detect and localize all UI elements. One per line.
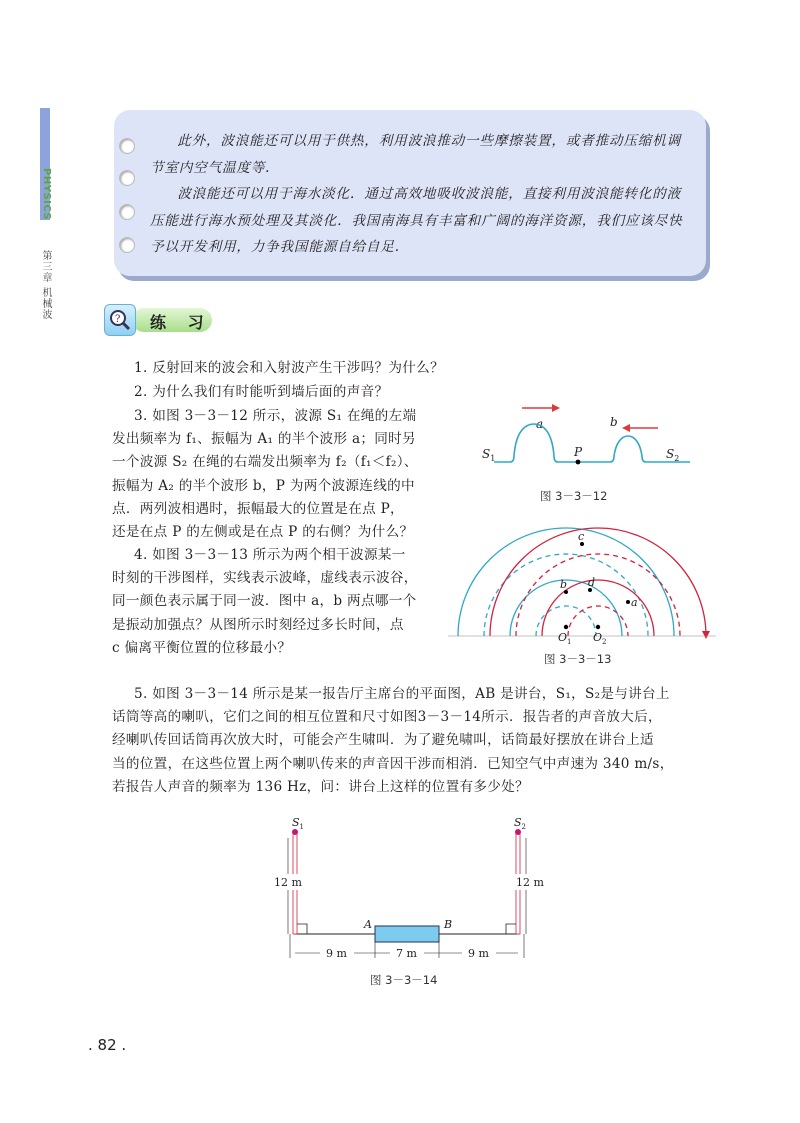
figure-3-3-14	[270, 812, 560, 992]
info-box-text	[150, 128, 695, 261]
info-paragraph: 波浪能还可以用于海水淡化．通过高效地吸收波浪能，直接利用波浪能转化的液压能进行海水预处理及其淡化．我国南海具有丰富和广阔的海洋资源，我们应该尽快予以开发利用，力争我国能源自给自足.	[150, 186, 683, 255]
binder-ring-icon	[119, 138, 135, 154]
question-3-line: 振幅为 A₂ 的半个波形 b，P 为两个波源连线的中	[112, 477, 415, 494]
question-4-line: 同一颜色表示属于同一波．图中 a，b 两点哪一个	[112, 593, 417, 610]
stage-outline	[295, 838, 518, 934]
figure-3-3-13-caption: 图 3－3－13	[544, 652, 612, 666]
question-5-line: 5. 如图 3－3－14 所示是某一报告厅主席台的平面图，AB 是讲台，S₁，S₂是与讲台上	[134, 686, 670, 702]
label-s2-sub: 2	[521, 823, 527, 831]
dim-mid-label: 7 m	[396, 947, 417, 960]
arrow-b-head-icon	[622, 424, 630, 432]
right-angle-mark	[506, 924, 516, 934]
label-a: A	[364, 918, 372, 931]
question-5-line: 当的位置，在这些位置上两个喇叭传来的声音因干涉而相消．已知空气中声速为 340 m/s，	[112, 755, 674, 772]
point-a	[626, 600, 630, 604]
red-trough-arc	[516, 554, 680, 636]
blue-trough-arc	[484, 554, 648, 636]
question-4-line: 4. 如图 3－3－13 所示为两个相干波源某一	[134, 547, 406, 563]
figure-3-3-12	[470, 400, 700, 510]
label-o2	[593, 631, 607, 646]
label-s1	[482, 447, 495, 463]
label-s1-sub: 1	[490, 454, 496, 463]
exercise-magnifier-icon	[104, 304, 136, 336]
question-1: 1. 反射回来的波会和入射波产生干涉吗？为什么？	[134, 360, 444, 376]
label-s2-letter: S	[666, 447, 675, 461]
source-o1-dot	[564, 625, 568, 629]
red-arrow-icon	[702, 631, 710, 639]
side-chapter-label: 第三章 机械波	[40, 250, 51, 321]
label-b: B	[444, 918, 453, 931]
binder-ring-icon	[119, 204, 135, 220]
source-o2-dot	[596, 625, 600, 629]
question-4-line: 是振动加强点？从图所示时刻经过多长时间，点	[112, 616, 404, 633]
height-label-right: 12 m	[516, 876, 544, 889]
label-p: P	[574, 445, 583, 459]
figure-3-3-12-caption: 图 3－3－12	[540, 489, 608, 503]
binder-ring-icon	[119, 237, 135, 253]
lectern-ab	[375, 926, 439, 942]
label-c: c	[578, 530, 585, 543]
label-o1	[558, 631, 572, 646]
label-s2	[666, 447, 679, 463]
rope-wave	[494, 424, 690, 462]
label-s2-sub: 2	[674, 454, 680, 463]
question-3-line: 点．两列波相遇时，振幅最大的位置是在点 P，	[112, 500, 404, 517]
point-p	[576, 460, 581, 465]
label-o2-letter: O	[593, 631, 603, 644]
question-3	[112, 405, 472, 544]
question-3-line: 还是在点 P 的左侧或是在点 P 的右侧？为什么？	[112, 524, 414, 541]
label-s2	[514, 816, 526, 831]
label-d: d	[588, 576, 596, 589]
label-o1-letter: O	[558, 631, 568, 644]
label-s2-letter: S	[514, 816, 522, 829]
info-paragraph: 此外，波浪能还可以用于供热，利用波浪推动一些摩擦装置，或者推动压缩机调节室内空气温度等.	[150, 133, 681, 176]
side-physics-label: PHYSICS	[41, 168, 52, 221]
question-4-line: c 偏离平衡位置的位移最小？	[112, 639, 292, 656]
label-s1-letter: S	[482, 447, 491, 461]
label-o1-sub: 1	[567, 638, 572, 646]
question-3-line: 3. 如图 3－3－12 所示，波源 S₁ 在绳的左端	[134, 408, 417, 424]
speaker-s1-dot	[292, 829, 298, 835]
svg-text:?: ?	[115, 314, 121, 325]
figure-3-3-14-caption: 图 3－3－14	[370, 973, 438, 987]
speaker-s2-dot	[515, 829, 521, 835]
label-b: b	[560, 578, 568, 591]
question-5-line: 若报告人声音的频率为 136 Hz，问：讲台上这样的位置有多少处？	[112, 778, 529, 795]
right-angle-mark	[297, 924, 307, 934]
figure-3-3-13	[448, 513, 718, 673]
question-3-line: 一个波源 S₂ 在绳的右端发出频率为 f₂（f₁＜f₂）、	[112, 454, 418, 471]
label-s1-letter: S	[292, 816, 300, 829]
label-a: a	[536, 417, 544, 431]
exercise-heading: 练 习	[150, 313, 212, 332]
dim-right-label: 9 m	[468, 947, 489, 960]
label-s1-sub: 1	[299, 823, 305, 831]
page-number: . 82 .	[88, 1036, 127, 1054]
label-o2-sub: 2	[602, 638, 607, 646]
binder-ring-icon	[119, 170, 135, 186]
question-2: 2. 为什么我们有时能听到墙后面的声音？	[134, 384, 389, 400]
label-b: b	[610, 415, 618, 429]
question-5-line: 经喇叭传回话筒再次放大时，可能会产生啸叫．为了避免啸叫，话筒最好摆放在讲台上适	[112, 732, 654, 749]
dim-left-label: 9 m	[326, 947, 347, 960]
question-5	[112, 683, 702, 799]
question-4	[112, 544, 452, 660]
label-s1	[292, 816, 304, 831]
label-a: a	[631, 596, 638, 609]
red-crest-arc	[490, 528, 706, 636]
height-label-left: 12 m	[274, 876, 302, 889]
question-5-line: 话筒等高的喇叭，它们之间的相互位置和尺寸如图3－3－14所示．报告者的声音放大后，	[112, 709, 662, 726]
question-4-line: 时刻的干涉图样，实线表示波峰，虚线表示波谷，	[112, 570, 418, 587]
arrow-a-head-icon	[552, 404, 560, 412]
question-3-line: 发出频率为 f₁、振幅为 A₁ 的半个波形 a；同时另	[112, 431, 416, 448]
